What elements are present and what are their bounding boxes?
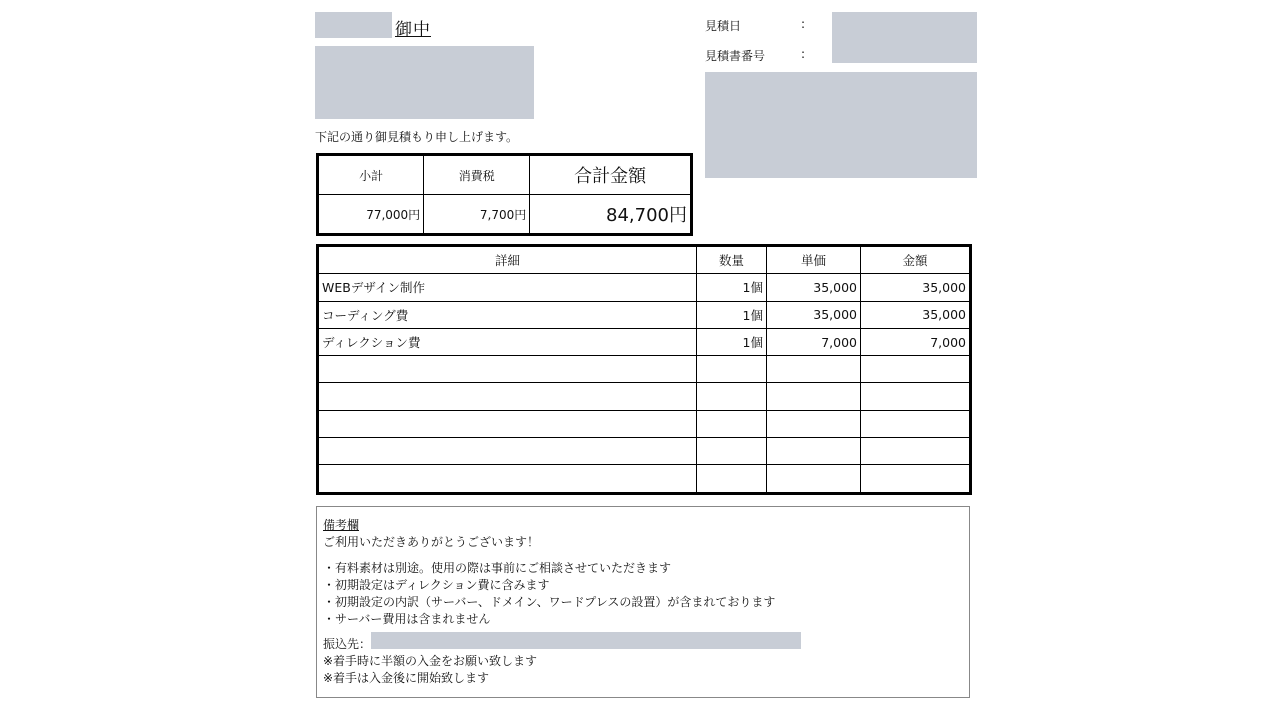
empty-row [318,383,971,410]
empty-cell [767,465,861,493]
empty-cell [318,356,697,383]
item-name: コーディング費 [318,301,697,328]
empty-cell [318,410,697,437]
empty-cell [861,465,971,493]
client-name-redacted [315,12,392,38]
estimate-number-label: 見積書番号 [705,49,766,63]
empty-cell [318,465,697,493]
total-label: 合計金額 [530,155,692,195]
empty-cell [861,356,971,383]
notes-item: ・初期設定の内訳（サーバー、ドメイン、ワードプレスの設置）が含まれております [323,595,776,609]
empty-cell [697,356,767,383]
empty-cell [861,410,971,437]
estimate-date-label: 見積日 [705,19,742,33]
table-row [318,328,971,355]
item-unit-price: 35,000 [767,274,861,301]
empty-row [318,465,971,493]
total-value: 84,700円 [530,195,692,235]
summary-header-row [318,155,692,195]
bank-info-redacted [371,632,801,649]
unit-price-header: 単価 [767,246,861,274]
empty-cell [861,383,971,410]
notes-thanks: ご利用いただきありがとうございます！ [323,535,540,549]
item-qty: 1個 [697,328,767,355]
notes-item: ・サーバー費用は含まれません [323,612,491,626]
empty-cell [861,438,971,465]
intro-text: 下記の通り御見積もり申し上げます。 [315,130,519,144]
empty-cell [697,383,767,410]
item-name: ディレクション費 [318,328,697,355]
item-unit-price: 35,000 [767,301,861,328]
summary-table [316,153,693,236]
empty-cell [697,410,767,437]
honorific: 御中 [395,20,431,40]
client-address-redacted [315,46,534,119]
empty-cell [767,438,861,465]
item-amount: 35,000 [861,301,971,328]
tax-value: 7,700円 [424,195,530,235]
empty-cell [767,410,861,437]
empty-cell [318,383,697,410]
estimate-number-colon: : [801,47,806,61]
empty-cell [767,356,861,383]
notes-box [316,506,970,698]
table-row [318,301,971,328]
empty-cell [697,465,767,493]
notes-item: ・有料素材は別途。使用の際は事前にご相談させていただきます [323,561,672,575]
estimate-meta-redacted [832,12,977,63]
issuer-info-redacted [705,72,977,178]
subtotal-label: 小計 [318,155,424,195]
qty-header: 数量 [697,246,767,274]
item-amount: 35,000 [861,274,971,301]
detail-header-row [318,246,971,274]
table-row [318,274,971,301]
item-qty: 1個 [697,274,767,301]
subtotal-value: 77,000円 [318,195,424,235]
tax-label: 消費税 [424,155,530,195]
empty-cell [697,438,767,465]
item-qty: 1個 [697,301,767,328]
empty-row [318,356,971,383]
detail-header: 詳細 [318,246,697,274]
notes-title: 備考欄 [323,518,360,532]
item-name: WEBデザイン制作 [318,274,697,301]
empty-cell [318,438,697,465]
notes-item: ・初期設定はディレクション費に含みます [323,578,550,592]
empty-row [318,410,971,437]
payment-note-2: ※着手は入金後に開始致します [323,671,490,685]
amount-header: 金額 [861,246,971,274]
empty-cell [767,383,861,410]
summary-value-row [318,195,692,235]
bank-label: 振込先： [323,637,372,651]
item-amount: 7,000 [861,328,971,355]
payment-note-1: ※着手時に半額の入金をお願い致します [323,654,538,668]
detail-table [316,244,972,495]
empty-row [318,438,971,465]
item-unit-price: 7,000 [767,328,861,355]
estimate-date-colon: : [801,17,806,31]
